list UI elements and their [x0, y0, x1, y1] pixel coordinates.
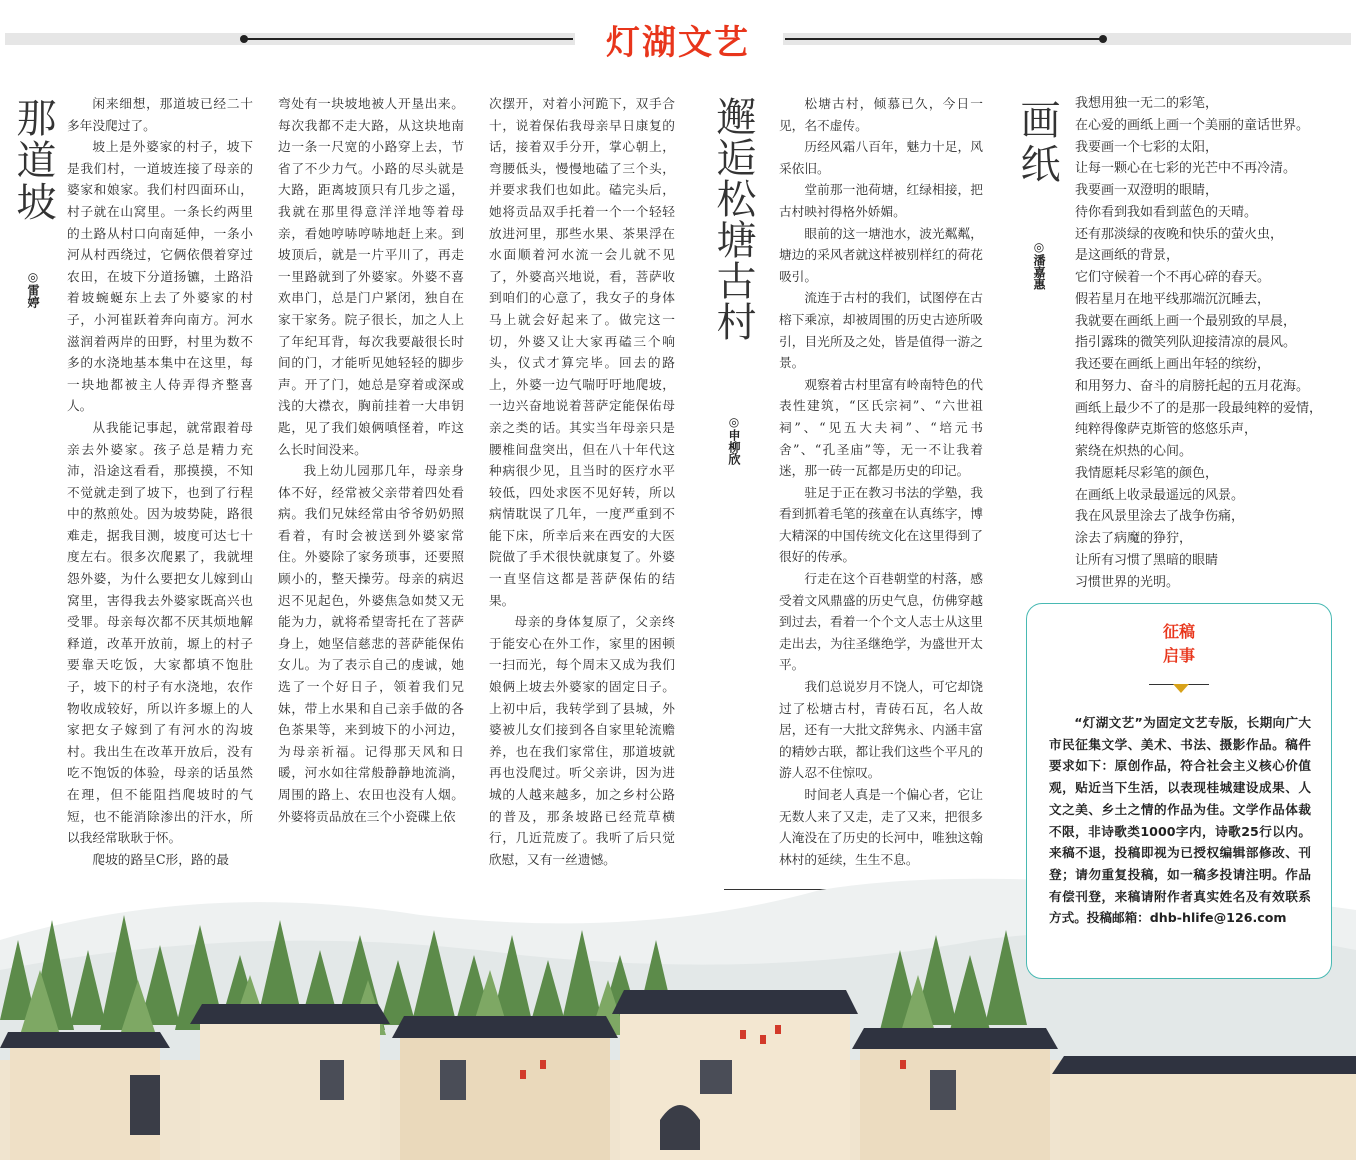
poem-line: 涂去了病魔的狰狞， [1075, 531, 1193, 546]
article-author-songtang: ◎申柳欣 [727, 415, 741, 465]
paragraph: 眼前的这一塘池水，波光粼粼，塘边的采风者就这样被别样红的荷花吸引。 [779, 225, 983, 284]
paragraph: 我们总说岁月不饶人，可它却饶过了松塘古村，青砖石瓦，名人故居，还有一大批文辞隽永、内涵丰富的精妙古联，都让我们这些个平凡的游人忍不住惊叹。 [779, 679, 983, 781]
article-column [779, 93, 983, 870]
poem-line: 它们守候着一个不再心碎的春天。 [1075, 270, 1271, 285]
paragraph: 堂前那一池荷塘，红绿相接，把古村映衬得格外娇媚。 [779, 182, 983, 219]
poem-line: 我在风景里涂去了战争伤痛， [1075, 509, 1245, 525]
poem-line: 我就要在画纸上画一个最别致的早晨， [1075, 313, 1297, 329]
poem-line: 萦绕在炽热的心间。 [1075, 444, 1193, 459]
poem-line: 我要画一双澄明的眼睛， [1075, 183, 1219, 198]
poem-line: 和用努力、奋斗的肩膀托起的五月花海。 [1075, 378, 1310, 394]
article-author-nadaopo: ◎雷婷 [26, 270, 40, 308]
paragraph: 爬坡的路呈C形，路的最 [92, 851, 229, 867]
article-title-songtang: 邂逅松塘古村 [710, 96, 756, 342]
article-title-huazhi: 画纸 [1014, 99, 1060, 187]
paragraph: 我上幼儿园那几年，母亲身体不好，经常被父亲带着四处看病。我们兄妹经常由爷爷奶奶照看着，有时会被送到外婆家常住。外婆除了家务琐事，还要照顾小的，整天操劳。母亲的病迟迟不见起色，外婆焦急如焚又无能为力，就将希望寄托在了菩萨身上，她坚信慈悲的菩萨能保佑女儿。为了表示自己的虔诚，她选了一个好日子，领着我们兄妹，带上水果和自己亲手做的各色茶果等，来到坡下的小河边，为母亲祈福。记得那天风和日暖，河水如往常般静静地流淌，周围的路上、农田也没有人烟。外婆将贡品放在三个小瓷碟上依 [278, 463, 464, 824]
section-title: 灯湖文艺 [606, 23, 750, 63]
submission-notice [1026, 603, 1332, 979]
article-column [489, 93, 675, 870]
paragraph: 时间老人真是一个偏心者，它让无数人来了又走，走了又来，把很多人淹没在了历史的长河中，唯独这翰林村的延续，生生不息。 [779, 787, 983, 867]
poem-line: 我情愿耗尽彩笔的颜色， [1075, 465, 1219, 481]
poem-line: 待你看到我如看到蓝色的天晴。 [1075, 204, 1258, 220]
poem [1075, 93, 1345, 593]
masthead-rule-right [785, 38, 1103, 40]
paragraph: 驻足于正在教习书法的学塾，我看到抓着毛笔的孩童在认真练字，博大精深的中国传统文化在这里得到了很好的传承。 [779, 484, 983, 565]
paragraph: 弯处有一块坡地被人开垦出来。每次我都不走大路，从这块地南边一条一尺宽的小路穿上去，节省了不少力气。小路的尽头就是大路，距离坡顶只有几步之遥，我就在那里得意洋洋地等着母亲，看她哼哧哼哧地赶上来。到坡顶后，就是一片平川了，再走一里路就到了外婆家。外婆不喜欢串门，总是门户紧闭，独自在家干家务。院子很长，加之人上了年纪耳背，每次我要敲很长时间的门，才能听见她轻轻的脚步声。开了门，她总是穿着或深或浅的大襟衣，胸前挂着一大串钥匙，见了我们娘俩嗔怪着，咋这么长时间没来。 [278, 96, 464, 457]
poem-line: 我要画一个七彩的太阳， [1075, 139, 1219, 155]
poem-line: 指引露珠的微笑列队迎接清凉的晨风。 [1075, 335, 1297, 351]
poem-line: 我还要在画纸上画出年轻的缤纷， [1075, 357, 1271, 372]
masthead-dot-left [240, 35, 248, 43]
article-column [278, 93, 464, 827]
paragraph: 闲来细想，那道坡已经二十多年没爬过了。 [67, 96, 253, 133]
poem-line: 在画纸上收录最遥远的风景。 [1075, 487, 1245, 503]
notice-title: 征稿 [1162, 622, 1195, 641]
masthead-rule-left [243, 38, 573, 40]
poem-line: 我想用独一无二的彩笔， [1075, 96, 1219, 111]
poem-line: 纯粹得像萨克斯管的悠悠乐声， [1075, 422, 1258, 438]
article-author-huazhi: ◎潘嘉惠 [1032, 240, 1046, 290]
triangle-marker-icon [1173, 684, 1189, 693]
paragraph: 松塘古村，倾慕已久，今日一见，名不虚传。 [779, 96, 983, 133]
paragraph: 观察着古村里富有岭南特色的代表性建筑，“区氏宗祠”、“六世祖祠”、“见五大夫祠”、“培元书舍”、“孔圣庙”等，无一不让我着迷，那一砖一瓦都是历史的印记。 [779, 376, 983, 479]
poem-line: 习惯世界的光明。 [1075, 574, 1180, 590]
masthead-dot-right [1099, 35, 1107, 43]
paragraph: 母亲的身体复原了，父亲终于能安心在外工作，家里的困顿一扫而光，每个周末又成为我们娘俩上坡去外婆家的固定日子。上初中后，我转学到了县城，外婆被儿女们接到各自家里轮流赡养，也在我们家常住，那道坡就再也没爬过。听父亲讲，因为进城的人越来越多，加之乡村公路的普及，那条坡路已经荒草横行，几近荒废了。我听了后只觉欣慰，又有一丝遗憾。 [489, 614, 675, 867]
notice-subtitle: 启事 [1162, 646, 1195, 665]
poem-line: 画纸上最少不了的是那一段最纯粹的爱情， [1075, 400, 1323, 416]
poem-line: 还有那淡绿的夜晚和快乐的萤火虫， [1075, 226, 1284, 242]
article-column [67, 93, 253, 870]
paragraph: 次摆开，对着小河跪下，双手合十，说着保佑我母亲早日康复的话，接着双手分开，掌心朝上，弯腰低头，慢慢地磕了三个头，并要求我们也如此。磕完头后，她将贡品双手托着一个一个轻轻放进河里，那些水果、茶果浮在水面顺着河水流一会儿就不见了，外婆高兴地说，看，菩萨收到咱们的心意了，我女子的身体马上就会好起来了。做完这一切，外婆又让大家再磕三个响头，仪式才算完毕。回去的路上，外婆一边气喘吁吁地爬坡，一边兴奋地说着菩萨定能保佑母亲之类的话。其实当年母亲只是腰椎间盘突出，但在八十年代这种病很少见，且当时的医疗水平较低，四处求医不见好转，所以病情耽误了几年，一度严重到不能下床，所幸后来在西安的大医院做了手术很快就康复了。外婆一直坚信这都是菩萨保佑的结果。 [489, 96, 675, 608]
poem-line: 假若星月在地平线那端沉沉睡去， [1075, 291, 1271, 307]
notice-body: “灯湖文艺”为固定文艺专版，长期向广大市民征集文学、美术、书法、摄影作品。稿件要求如下：原创作品，符合社会主义核心价值观，贴近当下生活，以表现桂城建设成果、人文之美、乡土之情的作品为佳。文学作品体裁不限，非诗歌类1000字内，诗歌25行以内。来稿不退，投稿即视为已授权编辑部修改、刊登；请勿重复投稿，如一稿多投请注明。作品有偿刊登，来稿请附作者真实姓名及有效联系方式。投稿邮箱：dhb-hlife@126.com [1049, 715, 1311, 926]
paragraph: 行走在这个百巷朝堂的村落，感受着文风鼎盛的历史气息，仿佛穿越到过去，看着一个个文人志士从这里走出去，为往圣继绝学，为盛世开太平。 [779, 571, 983, 673]
poem-line: 在心爱的画纸上画一个美丽的童话世界。 [1075, 117, 1310, 133]
paragraph: 从我能记事起，就常跟着母亲去外婆家。孩子总是精力充沛，沿途这看看，那摸摸，不知不觉就走到了坡下，也到了行程中的熬煎处。因为坡势陡，路很难走，据我目测，坡度可达七十度左右。很多次爬累了，我就埋怨外婆，为什么要把女儿嫁到山窝里，害得我去外婆家既高兴也受罪。母亲每次都不厌其烦地解释道，改革开放前，塬上的村子要靠天吃饭，大家都填不饱肚子，坡下的村子有水浇地，农作物收成较好，所以许多塬上的人家把女子嫁到了有河水的沟坡村。我出生在改革开放后，没有吃不饱饭的体验，母亲的话虽然在理，但不能阻挡爬坡时的气短，也不能消除渗出的汗水，所以我经常耿耿于怀。 [67, 419, 253, 846]
paragraph: 流连于古村的我们，试图停在古榕下乘凉，却被周围的历史古迹所吸引，目光所及之处，皆是值得一游之景。 [779, 290, 983, 371]
article-title-nadaopo: 那道坡 [10, 97, 56, 223]
poem-line: 是这画纸的背景， [1075, 248, 1180, 264]
paragraph: 坡上是外婆家的村子，坡下是我们村，一道坡连接了母亲的婆家和娘家。我们村四面环山，村子就在山窝里。一条长约两里的土路从村口向南延伸，一条小河从村西绕过，它俩依偎着穿过农田，在坡下分道扬镳，土路沿着坡蜿蜒东上去了外婆家的村子，小河崔跃着奔向南方。河水滋润着两岸的田野，村里为数不多的水浇地基本集中在这里，每一块地都被主人侍弄得齐整喜人。 [67, 139, 253, 414]
poem-line: 让所有习惯了黑暗的眼睛 [1075, 552, 1219, 568]
paragraph: 历经风霜八百年，魅力十足，风采依旧。 [779, 139, 983, 176]
masthead [0, 0, 1356, 64]
poem-line: 让每一颗心在七彩的光芒中不再冷清。 [1075, 161, 1297, 177]
